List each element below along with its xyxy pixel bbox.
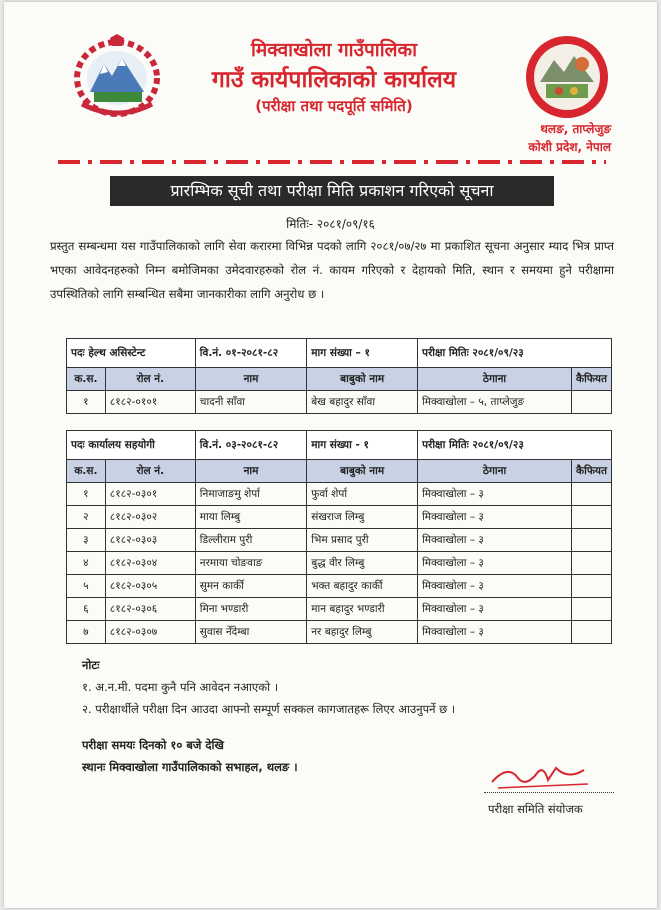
exam-date: परीक्षा मितिः २०८१/०९/२३ — [418, 431, 612, 460]
table-row: १ ८१८२-०१०१ चादनी साँवा बेख बहादुर साँवा मिक्वाखोला – ५, ताप्लेजुङ — [67, 391, 612, 414]
notice-title: प्रारम्भिक सूची तथा परीक्षा मिति प्रकाशन गरिएको सूचना — [110, 176, 554, 206]
signature-line — [484, 792, 614, 793]
header-divider — [58, 160, 606, 164]
col-name: नाम — [195, 368, 307, 391]
table-row: ७ ८१८२-०३०७ सुवास नेँदेम्बा नर बहादुर लिम्बु मिक्वाखोला – ३ — [67, 621, 612, 644]
notes-heading: नोटः — [82, 658, 100, 672]
committee-name: (परीक्षा तथा पदपूर्ति समिति) — [255, 97, 413, 115]
address-line-1: थलङ, ताप्लेजुङ — [540, 122, 611, 136]
signature-icon — [488, 760, 598, 794]
office-assistant-table — [66, 430, 612, 644]
notice-date: मितिः- २०८१/०९/१६ — [286, 217, 375, 231]
col-roll: रोल नं. — [105, 460, 195, 483]
table-row: ४ ८१८२-०३०४ नरमाया चोङवाङ बुद्ध वीर लिम्बु मिक्वाखोला – ३ — [67, 552, 612, 575]
notice-paragraph: प्रस्तुत सम्बन्धमा यस गाउँपालिकाको लागि सेवा करारमा विभिन्न पदको लागि २०८१/०७/२७ मा प्रकाशित सूचना अनुसार म्याद भित्र प्राप्त भएका आवेदनहरुको निम्न बमोजिमका उमेदवारहरुको रोल नं. कायम गरिएको र देहायको मिति, स्थान र समयमा हुने परीक्षामा उपस्थितिको लागि सम्बन्धित सबैमा जानकारीका लागि अनुरोध छ । — [50, 239, 614, 301]
col-sn: क.स. — [67, 460, 106, 483]
col-roll: रोल नं. — [105, 368, 195, 391]
table-row: ६ ८१८२-०३०६ मिना भण्डारी मान बहादुर भण्डारी मिक्वाखोला – ३ — [67, 598, 612, 621]
col-remarks: कैफियत — [572, 368, 612, 391]
table-row: ५ ८१८२-०३०५ सुमन कार्की भक्त बहादुर कार्की मिक्वाखोला – ३ — [67, 575, 612, 598]
col-father: बाबुको नाम — [307, 368, 418, 391]
ad-number: वि.नं. ०१-२०८१-८२ — [195, 339, 307, 368]
col-father: बाबुको नाम — [307, 460, 418, 483]
table-row: १ ८१८२-०३०१ निमाजाङमु शेर्पा फुर्वा शेर्पा मिक्वाखोला – ३ — [67, 483, 612, 506]
demand-count: माग संख्या – १ — [307, 339, 418, 368]
col-address: ठेगाना — [418, 368, 572, 391]
office-name: गाउँ कार्यपालिकाको कार्यालय — [211, 67, 457, 93]
municipality-logo-icon — [524, 34, 610, 120]
health-assistant-table — [66, 338, 612, 414]
exam-time: परीक्षा समयः दिनको १० बजे देखि — [82, 738, 224, 752]
post-label: पदः हेल्थ असिस्टेन्ट — [67, 339, 196, 368]
exam-venue: स्थानः मिक्वाखोला गाउँपालिकाको सभाहल, थलङ । — [82, 760, 298, 774]
col-address: ठेगाना — [418, 460, 572, 483]
col-remarks: कैफियत — [572, 460, 612, 483]
demand-count: माग संख्या - १ — [307, 431, 418, 460]
ad-number: वि.नं. ०३-२०८१-८२ — [195, 431, 306, 460]
address-line-2: कोशी प्रदेश, नेपाल — [528, 140, 611, 154]
nepal-emblem-icon — [72, 34, 162, 118]
municipality-name: मिक्वाखोला गाउँपालिका — [250, 39, 418, 61]
note-2: २. परीक्षार्थीले परीक्षा दिन आउदा आफ्नो सम्पूर्ण सक्कल कागजातहरू लिएर आउनुपर्ने छ । — [82, 702, 456, 716]
post-label: पदः कार्यालय सहयोगी — [67, 431, 196, 460]
table-row: ३ ८१८२-०३०३ डिल्लीराम पुरी भिम प्रसाद पुरी मिक्वाखोला – ३ — [67, 529, 612, 552]
note-1: १. अ.न.मी. पदमा कुनै पनि आवेदन नआएको । — [82, 680, 279, 694]
notice-page — [4, 2, 657, 908]
col-name: नाम — [195, 460, 306, 483]
exam-date: परीक्षा मितिः २०८१/०९/२३ — [418, 339, 612, 368]
signatory-title: परीक्षा समिति संयोजक — [488, 802, 583, 816]
table-row: २ ८१८२-०३०२ माया लिम्बु संखराज लिम्बु मिक्वाखोला – ३ — [67, 506, 612, 529]
col-sn: क.स. — [67, 368, 106, 391]
